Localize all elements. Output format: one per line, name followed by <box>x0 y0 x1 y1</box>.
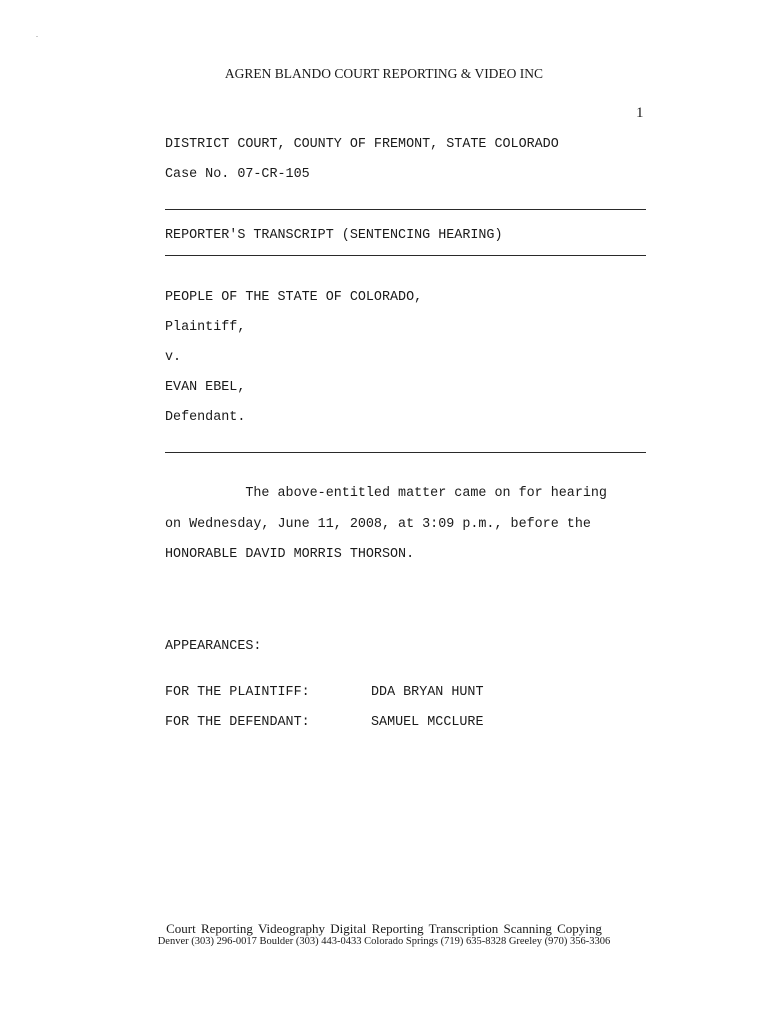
court-name: DISTRICT COURT, COUNTY OF FREMONT, STATE COLORADO <box>165 137 559 152</box>
appearance-label: FOR THE PLAINTIFF: <box>165 685 310 700</box>
appearance-label: FOR THE DEFENDANT: <box>165 715 310 730</box>
plaintiff-role: Plaintiff, <box>165 320 246 335</box>
proceeding-line-3: HONORABLE DAVID MORRIS THORSON. <box>165 547 415 562</box>
versus: v. <box>165 350 182 365</box>
proceeding-line-2: on Wednesday, June 11, 2008, at 3:09 p.m., before the <box>165 517 591 532</box>
caption-rule-middle <box>165 255 646 256</box>
case-number: Case No. 07-CR-105 <box>165 167 310 182</box>
defendant-role: Defendant. <box>165 410 246 425</box>
stray-mark: . <box>36 30 38 39</box>
caption-rule-top <box>165 209 646 210</box>
caption-rule-bottom <box>165 452 646 453</box>
footer-contacts: Denver (303) 296-0017 Boulder (303) 443-0433 Colorado Springs (719) 635-8328 Greeley (970) 356-3306 <box>157 936 611 947</box>
proceeding-line-1: The above-entitled matter came on for hearing <box>165 486 607 501</box>
document-title: REPORTER'S TRANSCRIPT (SENTENCING HEARING) <box>165 228 503 243</box>
appearance-name: SAMUEL MCCLURE <box>371 715 484 730</box>
company-header: AGREN BLANDO COURT REPORTING & VIDEO INC <box>224 66 544 81</box>
plaintiff-name: PEOPLE OF THE STATE OF COLORADO, <box>165 290 423 305</box>
defendant-name: EVAN EBEL, <box>165 380 246 395</box>
appearances-heading: APPEARANCES: <box>165 639 262 654</box>
footer-services: Court Reporting Videography Digital Reporting Transcription Scanning Copying <box>166 921 602 936</box>
page-number: 1 <box>636 105 644 121</box>
appearance-name: DDA BRYAN HUNT <box>371 685 484 700</box>
